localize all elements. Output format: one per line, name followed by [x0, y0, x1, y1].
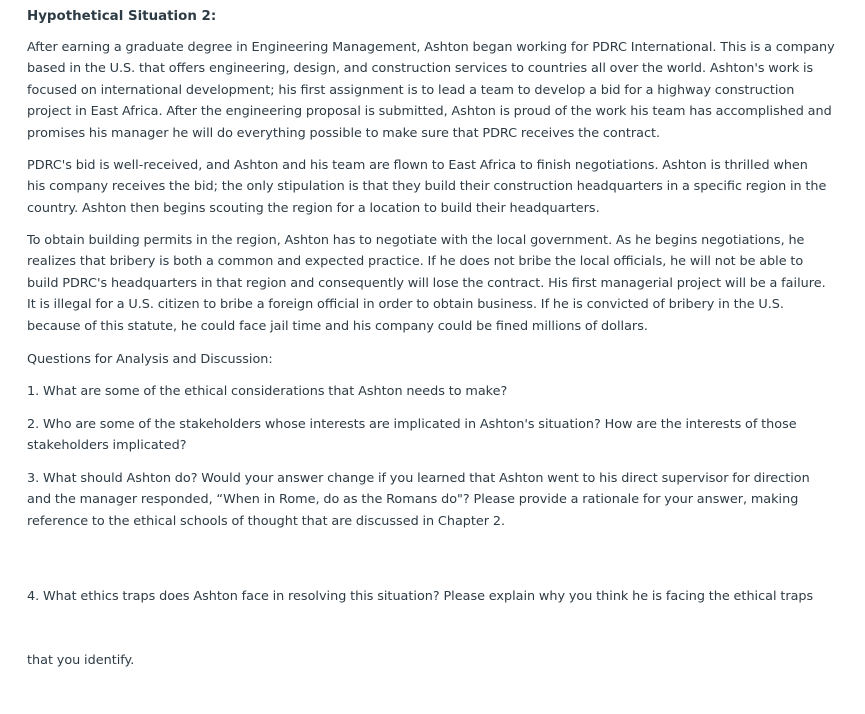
paragraph-line: project in East Africa. After the engineering proposal is submitted, Ashton is proud of the work his team has accomplished and [27, 104, 832, 120]
paragraph-line: focused on international development; his first assignment is to lead a team to develop a bid for a highway construction [27, 82, 795, 98]
paragraph-3 [27, 230, 842, 337]
section-heading: Hypothetical Situation 2: [27, 9, 217, 24]
paragraph-line: his company receives the bid; the only stipulation is that they build their construction headquarters in a specific region in the [27, 179, 827, 195]
question-1 [27, 381, 842, 402]
question-2 [27, 414, 842, 457]
paragraph-line: build PDRC's headquarters in that region and consequently will lose the contract. His first managerial project will be a failure. [27, 275, 826, 291]
paragraph-1 [27, 37, 842, 144]
question-line: that you identify. [27, 653, 135, 669]
question-4 [27, 543, 842, 714]
paragraph-line: because of this statute, he could face jail time and his company could be fined millions of dollars. [27, 318, 648, 334]
questions-heading-text: Questions for Analysis and Discussion: [27, 352, 273, 367]
paragraph-line: realizes that bribery is both a common and expected practice. If he does not bribe the local officials, he will not be able to [27, 254, 804, 270]
paragraph-line: country. Ashton then begins scouting the region for a location to build their headquarters. [27, 200, 600, 216]
paragraph-line: To obtain building permits in the region, Ashton has to negotiate with the local government. As he begins negotiations, he [27, 233, 805, 248]
question-line: reference to the ethical schools of thought that are discussed in Chapter 2. [27, 513, 506, 529]
paragraph-line: PDRC's bid is well-received, and Ashton and his team are flown to East Africa to finish negotiations. Ashton is thrilled when [27, 158, 808, 173]
question-line: 4. What ethics traps does Ashton face in resolving this situation? Please explain why you think he is facing the ethical traps [27, 588, 814, 604]
paragraph-line: based in the U.S. that offers engineering, design, and construction services to countries all over the world. Ashton's work is [27, 61, 814, 77]
paragraph-line: promises his manager he will do everything possible to make sure that PDRC receives the contract. [27, 125, 661, 141]
question-line: 1. What are some of the ethical considerations that Ashton needs to make? [27, 384, 508, 399]
paragraph-line: After earning a graduate degree in Engineering Management, Ashton began working for PDRC International. This is a company [27, 40, 835, 55]
paragraph-line: It is illegal for a U.S. citizen to bribe a foreign official in order to obtain business. If he is convicted of bribery in the U.S. [27, 297, 784, 313]
question-line: 3. What should Ashton do? Would your answer change if you learned that Ashton went to his direct supervisor for direction [27, 471, 810, 486]
question-line: 2. Who are some of the stakeholders whose interests are implicated in Ashton's situation? How are the interests of those [27, 417, 797, 432]
paragraph-2 [27, 155, 842, 219]
questions-heading [27, 349, 842, 370]
question-line: and the manager responded, “When in Rome, do as the Romans do"? Please provide a rationale for your answer, making [27, 492, 799, 508]
question-3 [27, 468, 842, 532]
question-line: stakeholders implicated? [27, 438, 187, 454]
